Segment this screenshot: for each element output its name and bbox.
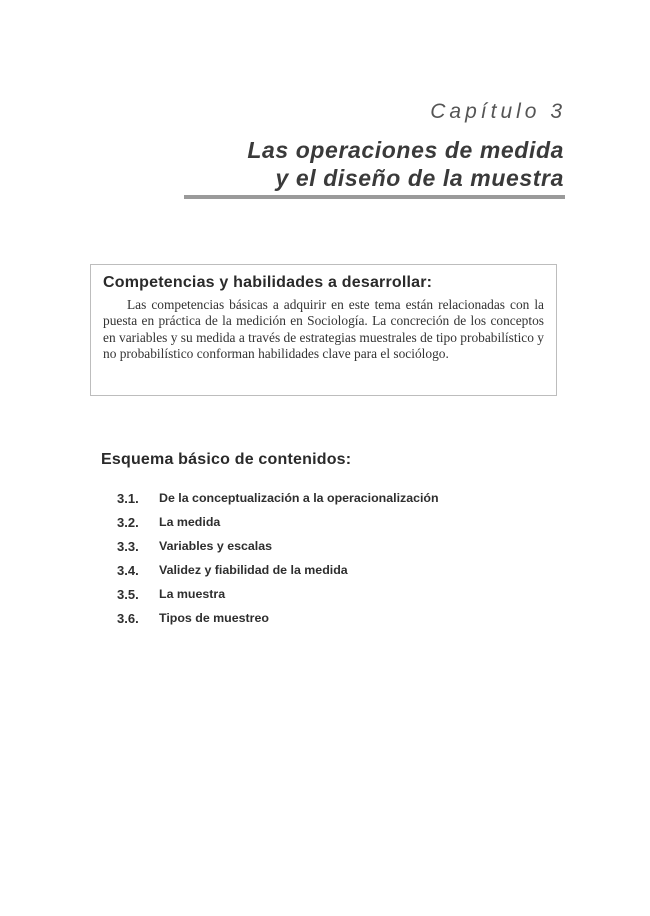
competencias-text: Las competencias básicas a adquirir en este tema están relacionadas con la puesta en práctica de la medición en Sociología. La concreción de los conceptos en variables y su medida a través de estrategias muestrales de tipo probabilístico y no probabilístico conforman habilidades clave para el sociólogo. (103, 297, 544, 362)
contents-item-label: La muestra (159, 587, 226, 601)
competencias-heading: Competencias y habilidades a desarrollar: (103, 274, 433, 291)
contents-item (117, 534, 439, 558)
chapter-title-line-1: Las operaciones de medida (247, 137, 564, 163)
contents-item-label: Validez y fiabilidad de la medida (159, 563, 348, 577)
chapter-label: Capítulo 3 (430, 100, 566, 123)
contents-item (117, 606, 439, 630)
contents-item (117, 486, 439, 510)
contents-item-label: De la conceptualización a la operacionalización (159, 491, 439, 505)
contents-item (117, 558, 439, 582)
esquema-heading: Esquema básico de contenidos: (101, 451, 352, 468)
contents-item-number: 3.3. (117, 538, 139, 554)
contents-item-number: 3.1. (117, 490, 139, 506)
contents-item-number: 3.2. (117, 514, 139, 530)
contents-list (117, 486, 439, 630)
chapter-title (144, 136, 564, 192)
contents-item-number: 3.4. (117, 562, 139, 578)
contents-item-number: 3.6. (117, 610, 139, 626)
contents-item-number: 3.5. (117, 586, 139, 602)
contents-item-label: Variables y escalas (159, 539, 272, 553)
contents-item (117, 510, 439, 534)
contents-item-label: La medida (159, 515, 221, 529)
contents-item (117, 582, 439, 606)
contents-item-label: Tipos de muestreo (159, 611, 269, 625)
chapter-title-line-2: y el diseño de la muestra (275, 165, 564, 191)
title-divider (184, 195, 565, 199)
competencias-box (90, 264, 557, 396)
